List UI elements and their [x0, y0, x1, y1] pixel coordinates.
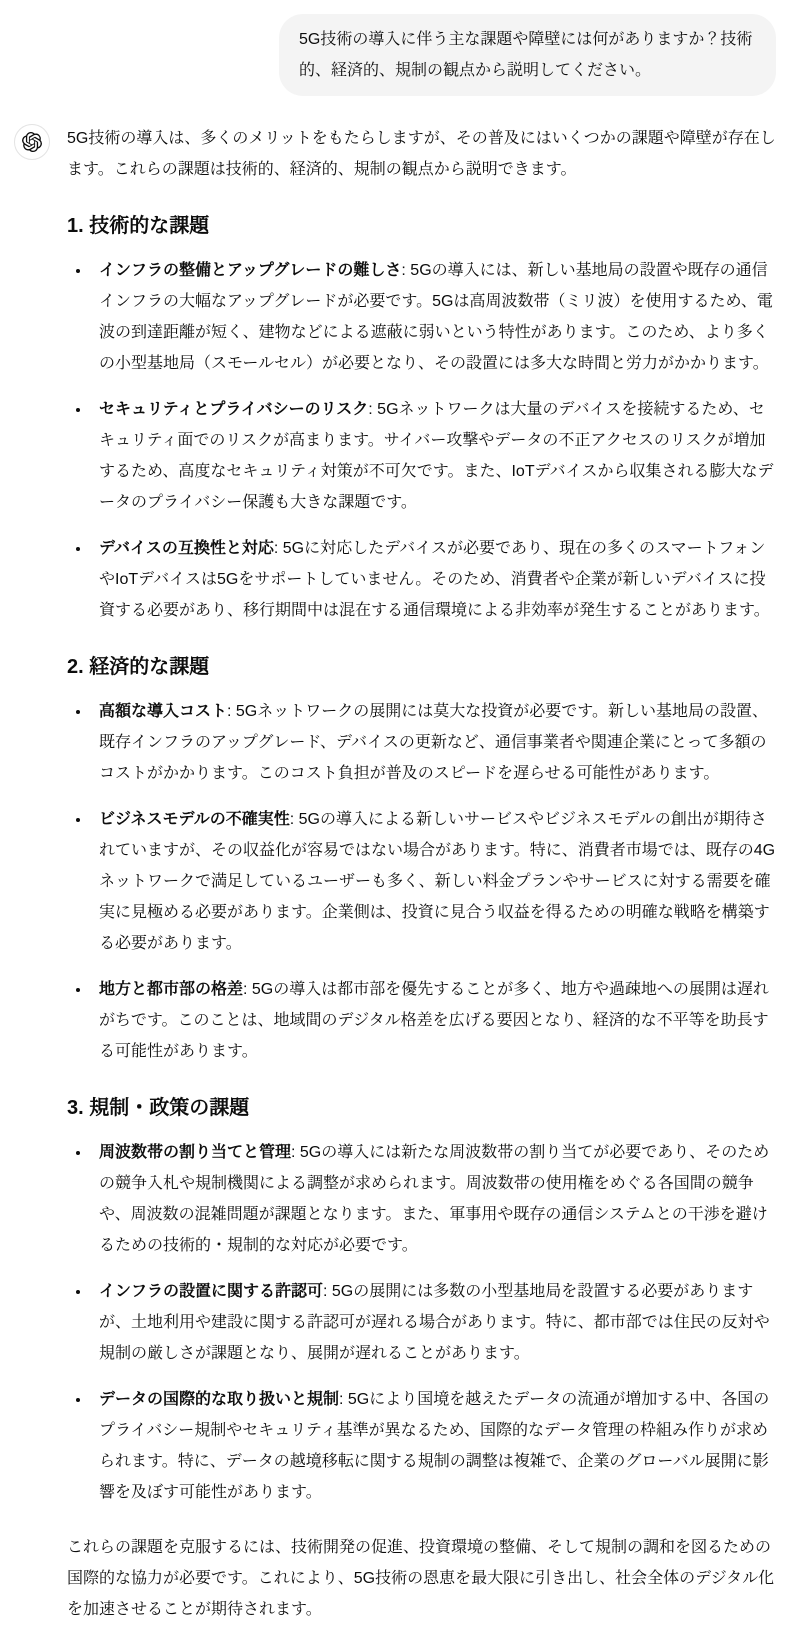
bullet-list-economic — [67, 696, 776, 1067]
bullet-term: 周波数帯の割り当てと管理 — [99, 1144, 292, 1161]
user-message-bubble: 5G技術の導入に伴う主な課題や障壁には何がありますか？技術的、経済的、規制の観点から説明してください。 — [279, 14, 776, 96]
list-item — [91, 1384, 776, 1508]
assistant-message-row — [14, 122, 776, 1625]
bullet-text: : 5Gの導入には、新しい基地局の設置や既存の通信インフラの大幅なアップグレードが必要です。5Gは高周波数帯（ミリ波）を使用するため、電波の到達距離が短く、建物などによる遮蔽に弱いという特性があります。このため、より多くの小型基地局（スモールセル）が必要となり、その設置には多大な時間と労力がかかります。 — [99, 262, 773, 372]
list-item — [91, 394, 776, 518]
list-item — [91, 696, 776, 789]
section-heading-regulatory: 3. 規制・政策の課題 — [67, 1097, 250, 1119]
list-item — [91, 1276, 776, 1369]
bullet-text: : 5Gにより国境を越えたデータの流通が増加する中、各国のプライバシー規制やセキュリティ基準が異なるため、国際的なデータ管理の枠組み作りが求められます。特に、データの越境移転に関する規制の調整は複雑で、企業のグローバル展開に影響を及ぼす可能性があります。 — [99, 1391, 770, 1501]
bullet-term: データの国際的な取り扱いと規制 — [99, 1391, 340, 1408]
bullet-text: : 5Gの展開には多数の小型基地局を設置する必要がありますが、土地利用や建設に関する許認可が遅れる場合があります。特に、都市部では住民の反対や規制の厳しさが課題となり、展開が遅れることがあります。 — [99, 1283, 770, 1362]
bullet-term: インフラの整備とアップグレードの難しさ — [99, 262, 402, 279]
section-heading-economic: 2. 経済的な課題 — [67, 656, 210, 678]
outro-paragraph: これらの課題を克服するには、技術開発の促進、投資環境の整備、そして規制の調和を図るための国際的な協力が必要です。これにより、5G技術の恩恵を最大限に引き出し、社会全体のデジタル化を加速させることが期待されます。 — [67, 1539, 775, 1618]
bullet-text: : 5Gの導入は都市部を優先することが多く、地方や過疎地への展開は遅れがちです。このことは、地域間のデジタル格差を広げる要因となり、経済的な不平等を助長する可能性があります。 — [99, 981, 769, 1060]
list-item — [91, 804, 776, 959]
openai-logo-icon — [22, 132, 42, 152]
list-item — [91, 1137, 776, 1261]
user-message-row — [14, 14, 776, 96]
section-heading-technical: 1. 技術的な課題 — [67, 215, 210, 237]
bullet-list-regulatory — [67, 1137, 776, 1508]
bullet-text: : 5Gの導入には新たな周波数帯の割り当てが必要であり、そのための競争入札や規制機関による調整が求められます。周波数帯の使用権をめぐる各国間の競争や、周波数の混雑問題が課題となります。また、軍事用や既存の通信システムとの干渉を避けるための技術的・規制的な対応が必要です。 — [99, 1144, 770, 1254]
bullet-term: セキュリティとプライバシーのリスク — [99, 401, 369, 418]
bullet-term: 地方と都市部の格差 — [99, 981, 244, 998]
intro-paragraph: 5G技術の導入は、多くのメリットをもたらしますが、その普及にはいくつかの課題や障壁が存在します。これらの課題は技術的、経済的、規制の観点から説明できます。 — [67, 130, 776, 178]
bullet-term: 高額な導入コスト — [99, 703, 228, 720]
list-item — [91, 533, 776, 626]
bullet-text: : 5Gネットワークは大量のデバイスを接続するため、セキュリティ面でのリスクが高まります。サイバー攻撃やデータの不正アクセスのリスクが増加するため、高度なセキュリティ対策が不可欠です。また、IoTデバイスから収集される膨大なデータのプライバシー保護も大きな課題です。 — [99, 401, 774, 511]
list-item — [91, 974, 776, 1067]
bullet-text: : 5Gに対応したデバイスが必要であり、現在の多くのスマートフォンやIoTデバイスは5Gをサポートしていません。そのため、消費者や企業が新しいデバイスに投資する必要があり、移行期間中は混在する通信環境による非効率が発生することがあります。 — [99, 540, 770, 619]
bullet-text: : 5Gネットワークの展開には莫大な投資が必要です。新しい基地局の設置、既存インフラのアップグレード、デバイスの更新など、通信事業者や関連企業にとって多額のコストがかかります。このコスト負担が普及のスピードを遅らせる可能性があります。 — [99, 703, 768, 782]
assistant-message — [67, 122, 776, 1625]
bullet-term: インフラの設置に関する許認可 — [99, 1283, 324, 1300]
bullet-list-technical — [67, 255, 776, 626]
assistant-avatar — [14, 124, 50, 160]
bullet-term: ビジネスモデルの不確実性 — [99, 811, 290, 828]
list-item — [91, 255, 776, 379]
bullet-term: デバイスの互換性と対応 — [99, 540, 274, 557]
bullet-text: : 5Gの導入による新しいサービスやビジネスモデルの創出が期待されていますが、その収益化が容易ではない場合があります。特に、消費者市場では、既存の4Gネットワークで満足しているユーザーも多く、新しい料金プランやサービスに対する需要を確実に見極める必要があります。企業側は、投資に見合う収益を得るための明確な戦略を構築する必要があります。 — [99, 811, 776, 952]
